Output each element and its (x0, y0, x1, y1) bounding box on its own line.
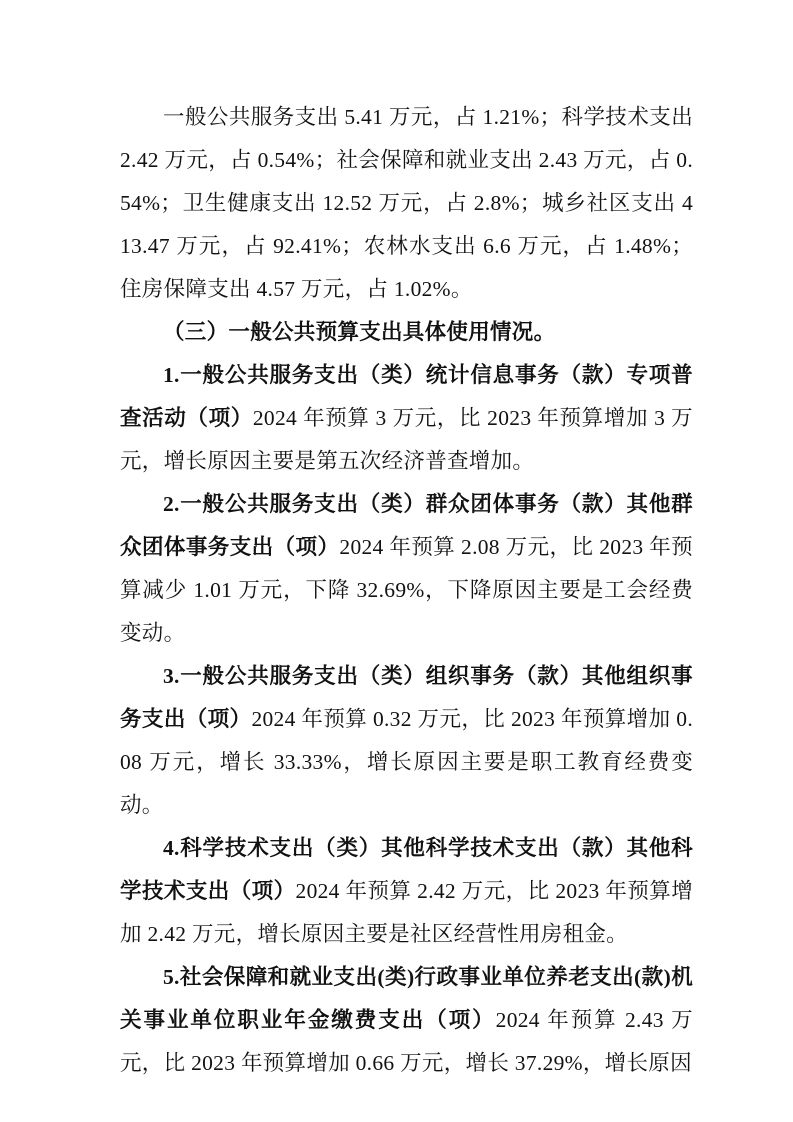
paragraph-item-4-body: 2024 年预算 2.42 万元，比 2023 年预算增加 2.42 万元，增长原因主要是社区经营性用房租金。 (120, 879, 693, 946)
paragraph-item-2-title: 2.一般公共服务支出（类）群众团体事务（款）其他群众团体事务支出（项） (120, 492, 693, 559)
section-heading-3 (120, 311, 693, 354)
paragraph-expenditure-overview-text: 一般公共服务支出 5.41 万元，占 1.21%；科学技术支出 2.42 万元，占 0.54%；社会保障和就业支出 2.43 万元，占 0.54%；卫生健康支出 12.52 万元，占 2.8%；城乡社区支出 413.47 万元，占 92.41%；农林水支出 6.6 万元，占 1.48%；住房保障支出 4.57 万元，占 1.02%。 (120, 105, 693, 301)
paragraph-item-5-title: 5.社会保障和就业支出(类)行政事业单位养老支出(款)机关事业单位职业年金缴费支出（项） (120, 965, 693, 1032)
paragraph-item-1-body: 2024 年预算 3 万元，比 2023 年预算增加 3 万元，增长原因主要是第五次经济普查增加。 (120, 406, 693, 473)
paragraph-item-2 (120, 483, 693, 655)
paragraph-item-2-body: 2024 年预算 2.08 万元，比 2023 年预算减少 1.01 万元，下降 32.69%，下降原因主要是工会经费变动。 (120, 535, 693, 645)
paragraph-item-4-title: 4.科学技术支出（类）其他科学技术支出（款）其他科学技术支出（项） (120, 836, 693, 903)
paragraph-item-1 (120, 354, 693, 483)
document-body (120, 96, 693, 1085)
paragraph-item-3 (120, 655, 693, 827)
paragraph-item-3-body: 2024 年预算 0.32 万元，比 2023 年预算增加 0.08 万元，增长 33.33%，增长原因主要是职工教育经费变动。 (120, 707, 693, 817)
paragraph-expenditure-overview (120, 96, 693, 311)
paragraph-item-5 (120, 956, 693, 1085)
paragraph-item-4 (120, 827, 693, 956)
paragraph-item-5-body: 2024 年预算 2.43 万元，比 2023 年预算增加 0.66 万元，增长 37.29%，增长原因 (120, 1008, 693, 1075)
section-heading-3-text: （三）一般公共预算支出具体使用情况。 (163, 320, 556, 344)
paragraph-item-3-title: 3.一般公共服务支出（类）组织事务（款）其他组织事务支出（项） (120, 664, 693, 731)
paragraph-item-1-title: 1.一般公共服务支出（类）统计信息事务（款）专项普查活动（项） (120, 363, 693, 430)
